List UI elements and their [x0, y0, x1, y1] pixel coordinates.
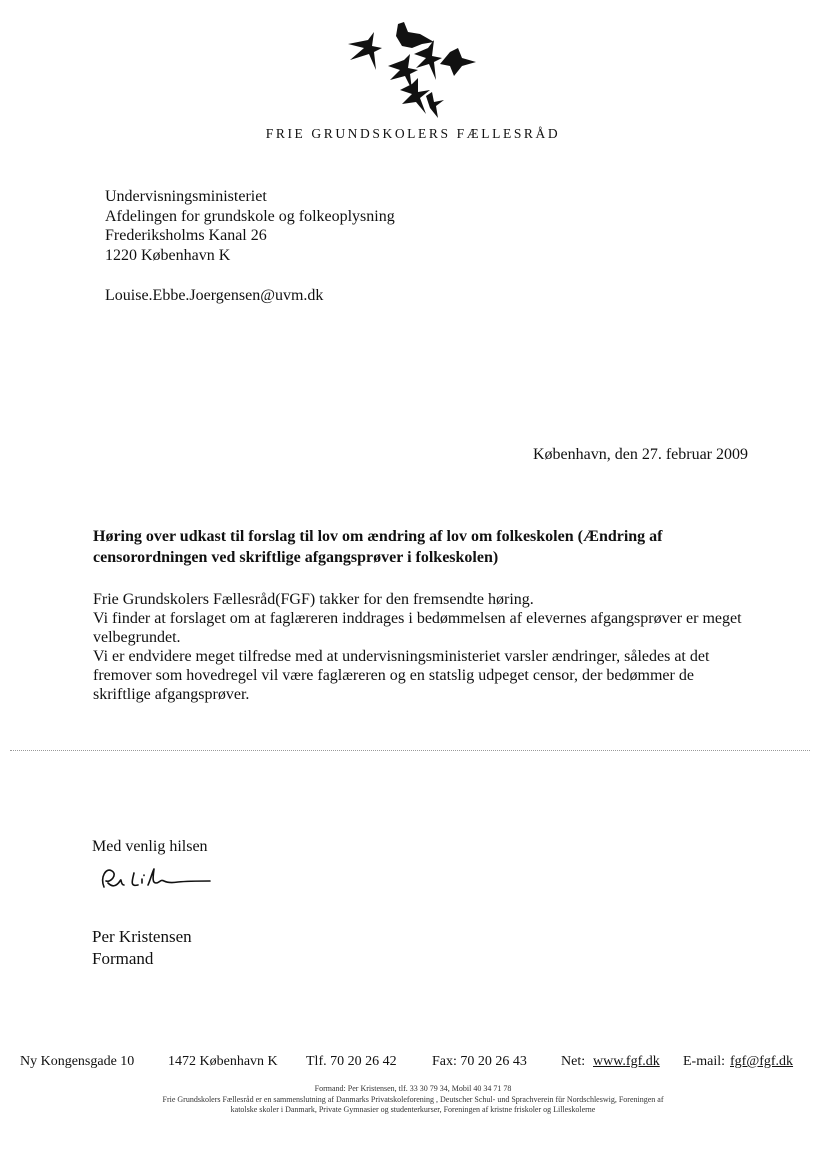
- address-line: Afdelingen for grundskole og folkeoplysning: [105, 207, 395, 225]
- address-line: 1220 København K: [105, 246, 231, 264]
- subject-heading: Høring over udkast til forslag til lov om ændring af lov om folkeskolen (Ændring af censorordningen ved skriftlige afgangsprøver i folkeskolen): [93, 528, 663, 566]
- footer-website-link[interactable]: www.fgf.dk: [593, 1054, 660, 1069]
- recipient-email: Louise.Ebbe.Joergensen@uvm.dk: [105, 287, 324, 304]
- body-paragraph: Vi finder at forslaget om at faglæreren inddrages i bedømmelsen af elevernes afgangsprøver er meget velbegrundet.: [93, 610, 742, 646]
- bird-icon: [348, 32, 382, 70]
- footer-fine-print: [40, 1084, 786, 1116]
- birds-logo: [338, 18, 478, 120]
- body-paragraph: Vi er endvidere meget tilfredse med at undervisningsministeriet varsler ændringer, således at det fremover som hovedregel vil være faglæreren og en statslig udpeget censor, der bedømmer de skriftlige afgangsprøver.: [93, 648, 710, 703]
- recipient-address: [105, 187, 395, 265]
- footer-street: Ny Kongensgade 10: [20, 1054, 135, 1069]
- footer-contact-line: [20, 1054, 800, 1074]
- signer-name: Per Kristensen: [92, 927, 192, 946]
- letter-body: [93, 590, 753, 704]
- footer-email-link[interactable]: fgf@fgf.dk: [730, 1054, 794, 1069]
- footer-fax: Fax: 70 20 26 43: [432, 1054, 527, 1069]
- bird-icon: [426, 92, 444, 118]
- body-paragraph: Frie Grundskolers Fællesråd(FGF) takker for den fremsendte høring.: [93, 591, 534, 608]
- bird-icon: [400, 78, 430, 114]
- signer-title: Formand: [92, 949, 154, 968]
- dotted-divider: [10, 750, 810, 751]
- fine-print-line: Frie Grundskolers Fællesråd er en sammenslutning af Danmarks Privatskoleforening , Deutscher Schul- und Sprachverein für Nordschleswig, Foreningen af: [162, 1094, 664, 1104]
- handwritten-signature: [98, 863, 218, 895]
- fine-print-line: Formand: Per Kristensen, tlf. 33 30 79 34, Mobil 40 34 71 78: [314, 1084, 512, 1093]
- date-line: København, den 27. februar 2009: [532, 446, 748, 463]
- bird-icon: [440, 48, 476, 76]
- footer-city: 1472 København K: [168, 1054, 278, 1069]
- footer-email-label: E-mail:: [683, 1054, 725, 1069]
- closing-salutation: Med venlig hilsen: [92, 838, 208, 855]
- bird-icon: [396, 22, 434, 48]
- fine-print-line: katolske skoler i Danmark, Private Gymnasier og studenterkurser, Foreningen af kristne friskoler og Lilleskolerne: [230, 1105, 596, 1114]
- address-line: Undervisningsministeriet: [105, 188, 267, 205]
- address-line: Frederiksholms Kanal 26: [105, 227, 267, 244]
- bird-icon: [414, 40, 442, 80]
- organization-name: FRIE GRUNDSKOLERS FÆLLESRÅD: [265, 126, 561, 141]
- signer-block: [92, 926, 192, 970]
- footer-phone: Tlf. 70 20 26 42: [306, 1054, 397, 1069]
- footer-net-label: Net:: [561, 1054, 586, 1069]
